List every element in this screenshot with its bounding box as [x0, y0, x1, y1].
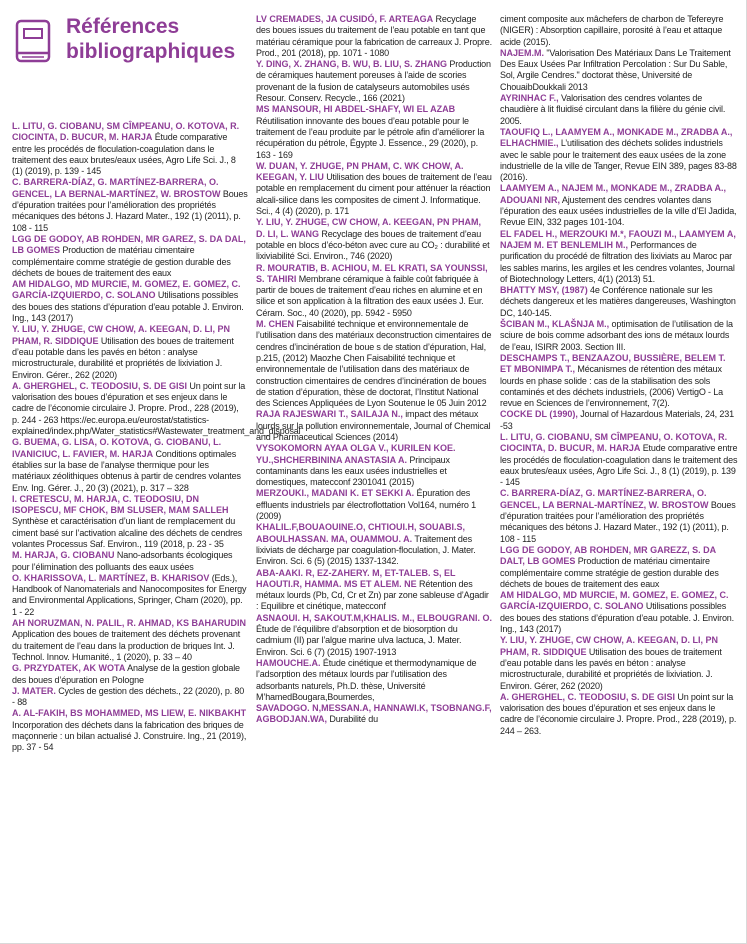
reference-authors: RAJA RAJESWARI T., SAILAJA N., — [256, 409, 403, 420]
reference-entry — [12, 437, 248, 493]
reference-entry — [256, 14, 492, 59]
reference-authors: A. GHERGHEL, C. TEODOSIU, S. DE GISI — [12, 380, 188, 391]
reference-text: Recyclage des boues issues du traitement de l’eau potable en tant que matériau céramique pour la fabrication de carreaux J. Propre. Prod., 201 (2018), pp. 1071 - 1080 — [256, 14, 492, 58]
reference-entry — [256, 613, 492, 658]
reference-authors: DESCHAMPS T., BENZAAZOU, BUSSIÈRE, BELEM T. ET MBONIMPA T., — [500, 352, 726, 375]
reference-authors: L. LITU, G. CIOBANU, SM CÎMPEANU, O. KOTOVA, R. CIOCINTA, D. BUCUR, M. HARJA — [12, 121, 240, 143]
reference-authors: G. BUEMA, G. LISA, O. KOTOVA, G. CIOBANU, L. IVANICIUC, L. FAVIER, M. HARJA — [12, 437, 222, 459]
reference-text: Mécanismes de rétention des métaux lourds en phase solide : cas de la stabilisation des sols contaminés et des déchets industriels, (2006) VertigO - La revue en Sciences de l’environnement, 7(2). — [500, 364, 723, 409]
reference-authors: MERZOUKI., MADANI K. ET SEKKI A. — [256, 488, 415, 499]
reference-text: Performances de purification du procédé de filtration des lixiviats au Maroc par les sables marins, les argiles et les cendres volantes, Journal of Biotechnology Letters, 4(1) (2013) 51. — [500, 239, 735, 284]
reference-authors: R. MOURATIB, B. ACHIOU, M. EL KRATI, SA YOUNSSI, S. TAHIRI — [256, 262, 488, 284]
reference-entry — [500, 692, 738, 737]
reference-authors: Y. LIU, Y. ZHUGE, CW CHOW, A. KEEGAN, D. LI, PN PHAM, R. SIDDIQUE — [12, 324, 231, 346]
reference-authors: HAMOUCHE.A. — [256, 657, 321, 668]
reference-entry — [500, 488, 738, 544]
reference-entry — [256, 319, 492, 409]
reference-authors: C. BARRERA-DÍAZ, G. MARTÍNEZ-BARRERA, O. GENCEL, LA BERNAL-MARTÍNEZ, W. BROSTOW — [500, 488, 709, 510]
reference-text: Production de matériau cimentaire complémentaire comme stratégie de gestion durable des déchets de boues de traitement des eaux — [500, 556, 719, 589]
reference-authors: EL FADEL H., MERZOUKI M.*, FAOUZI M., LAAMYEM A, NAJEM M. ET BENLEMLIH M., — [500, 228, 736, 250]
reference-text: Recyclage des boues de traitement d’eau potable en blocs d’éco-béton avec cure au CO₂ : durabilité et lixiviabilité Sci. Environ., 746 (2020) — [256, 228, 490, 262]
reference-column-3 — [500, 14, 738, 936]
reference-text: Ajustement des cendres volantes dans l’épuration des eaux usées industrielles de la ville d’El Jadida, Revue EIN, 332 pages 101-104. — [500, 194, 737, 228]
reference-entry — [12, 121, 248, 177]
reference-entry — [12, 686, 248, 709]
reference-text: Utilisations possibles des boues des stations d’épuration d’eau potable. J. Environ. Ing., 143 (2017) — [500, 601, 735, 635]
reference-authors: BHATTY MSY, (1987) — [500, 285, 588, 296]
reference-entry — [12, 177, 248, 233]
reference-text: Rétention des métaux lourds (Pb, Cd, Cr et Zn) par zone sableuse d’Agadir : Equilibre et cinétique, matecconf — [256, 578, 489, 612]
reference-text: Étude de l’équilibre d’absorption et de biosorption du cadmium (II) par l’algue marine ulva lactuca, J. Mater. Environ. Sci. 6 (7) (2015) 1907-1913 — [256, 624, 462, 657]
reference-entry — [12, 573, 248, 618]
reference-text: Application des boues de traitement des déchets provenant du traitement de l’eau dans la production de briques Int. J. Technol. Innov. Humanité., 1 (2020), p. 33 – 40 — [12, 629, 241, 662]
reference-authors: M. CHEN — [256, 319, 294, 330]
reference-authors: I. CRETESCU, M. HARJA, C. TEODOSIU, DN ISOPESCU, MF CHOK, BM SLUSER, MAM SALLEH — [12, 493, 229, 516]
reference-entry — [500, 590, 738, 635]
reference-entry — [256, 488, 492, 522]
reference-text: Traitement des lixiviats de décharge par coagulation-floculation, J. Mater. Environ. Sci. 6 (5) (2015) 1337-1342. — [256, 533, 476, 567]
reference-text: Utilisation des boues de traitement d’eau potable dans les pavés en béton : analyse microstructurale, durabilité et propriétés de lixiviation. J. Environ. Gérer, 262 (2020) — [500, 646, 722, 691]
reference-text: Boues d’épuration traitées pour l’amélioration des propriétés mécaniques des bétons J. Hazard Mater., 192 (1) (2011), p. 108 - 115 — [500, 499, 736, 544]
reference-authors: MS MANSOUR, HI ABDEL-SHAFY, WI EL AZAB — [256, 104, 456, 115]
reference-authors: COCKE DL (1990), — [500, 409, 578, 420]
reference-entry — [256, 658, 492, 703]
reference-text: Nano-adsorbants écologiques pour l’élimination des polluants des eaux usées — [12, 550, 233, 572]
section-header — [14, 14, 234, 78]
reference-entry — [12, 234, 248, 279]
reference-authors: G. PRZYDATEK, AK WOTA — [12, 663, 126, 674]
reference-text: "Valorisation Des Matériaux Dans Le Traitement Des Eaux Usées Par Infiltration Percolation : Sur Du Sable, Sol, Argile Cendres." doctorat thèse, Université de ChouaibDoukkali 2013 — [500, 47, 731, 92]
reference-text: Étude cinétique et thermodynamique de l’adsorption des métaux lourds par l’utilisation des adsorbants naturels, Ph.D. thèse, Université M’hamedBougara,Boumerdes, — [256, 657, 477, 702]
reference-authors: NAJEM.M. — [500, 47, 545, 58]
reference-text: Utilisation des boues de traitement de l’eau potable en remplacement du ciment pour atténuer la réaction alcali-silice dans les composites de ciment J. Informatique. Sci., 4 (4) (2020), p. 171 — [256, 172, 492, 217]
reference-entry — [500, 409, 738, 432]
reference-entry — [500, 285, 738, 319]
book-icon — [14, 18, 54, 66]
reference-entry — [12, 550, 248, 573]
reference-text: Incorporation des déchets dans la fabrication des briques de maçonnerie : un bilan actualisé J. Construire. Ing., 21 (2019), pp. 37 - 54 — [12, 719, 247, 753]
reference-entry — [256, 59, 492, 104]
reference-authors: KHALIL.F,BOUAOUINE.O, CHTIOUI.H, SOUABI.S, ABOULHASSAN. MA, OUAMMOU. A. — [256, 522, 466, 544]
reference-authors: TAOUFIQ L., LAAMYEM A., MONKADE M., ZRADBA A., ELHACHMIE., — [500, 126, 733, 149]
reference-entry — [256, 217, 492, 262]
reference-authors: LAAMYEM A., NAJEM M., MONKADE M., ZRADBA A., ADOUANI NR, — [500, 183, 726, 205]
reference-text: Cycles de gestion des déchets., 22 (2020), p. 80 - 88 — [12, 685, 245, 708]
reference-entry — [500, 353, 738, 409]
reference-text: Membrane céramique à faible coût fabriquée à partir de boues de traitement d’eau riches en alumine et en silice et son application à la filtration des eaux usées J. Eur. Céram. Soc., 40 (2020), pp. 5942 - 5950 — [256, 273, 484, 318]
reference-authors: SAVADOGO. N,MESSAN.A, HANNAWI.K, TSOBNANG.F, AGBODJAN.WA, — [256, 703, 492, 725]
reference-text: Épuration des effluents industriels par électroflottation Vol164, numéro 1 (2009) — [256, 488, 476, 522]
reference-entry — [500, 545, 738, 590]
reference-authors: LV CREMADES, JA CUSIDÓ, F. ARTEAGA — [256, 14, 434, 24]
reference-entry — [256, 161, 492, 217]
reference-text: L’utilisation des déchets solides industriels avec le sable pour le traitement des eaux usées de la zone industrielle de la ville de Tanger, Revue EIN 389, pages 83-88 (2016). — [500, 138, 737, 183]
reference-entry — [500, 229, 738, 285]
reference-authors: C. BARRERA-DÍAZ, G. MARTÍNEZ-BARRERA, O. GENCEL, LA BERNAL-MARTÍNEZ, W. BROSTOW — [12, 177, 221, 199]
reference-entry — [256, 522, 492, 567]
reference-authors: Y. LIU, Y. ZHUGE, CW CHOW, A. KEEGAN, D. LI, PN PHAM, R. SIDDIQUE — [500, 635, 719, 657]
reference-text: Conditions optimales établies sur la base de l’analyse thermique pour les matériaux zéolithiques obtenus à partir de cendres volantes Env. Ing. Gérer. J., 20 (3) (2021), p. 317 – 328 — [12, 448, 241, 493]
reference-text: Valorisation des cendres volantes de chaudière à lit fluidisé circulant dans la filière du génie civil. 2005. — [500, 93, 726, 126]
reference-authors: M. HARJA, G. CIOBANU — [12, 550, 115, 561]
reference-text: Synthèse et caractérisation d’un liant de remplacement du ciment basé sur l’activation alcaline des déchets de cendres volantes Processus Saf. Environ., 119 (2018, p. 23 - 35 — [12, 516, 243, 549]
reference-entry — [12, 380, 301, 437]
reference-authors: VYSOKOMORN AYAA OLGA V., KURILEN KOE. YU.,SHCHERBININA ANASTASIA A. — [256, 443, 456, 465]
reference-entry — [12, 324, 248, 380]
reference-entry — [500, 183, 738, 228]
reference-text: 4e Conférence nationale sur les déchets dangereux et les matières dangereuses, Washington DC, 140-145. — [500, 285, 736, 318]
reference-entry — [12, 708, 248, 753]
reference-entry — [500, 432, 738, 488]
reference-text: ciment composite aux mâchefers de charbon de Tefereyre (NIGER) : Absorption capillaire, porosité à l’eau et attaque acide (2015). — [500, 14, 724, 47]
reference-entry — [500, 14, 738, 48]
reference-authors: A. AL-FAKIH, BS MOHAMMED, MS LIEW, E. NIKBAKHT — [12, 708, 247, 719]
reference-entry — [500, 127, 738, 183]
reference-entry — [500, 93, 738, 127]
reference-text: Principaux contaminants dans les eaux usées industrielles et domestiques, matecconf 2301041 (2015) — [256, 454, 450, 488]
reference-authors: Y. DING, X. ZHANG, B. WU, B. LIU, S. ZHANG — [256, 59, 448, 70]
reference-text: Durabilité du — [327, 714, 378, 725]
reference-text: Etude comparative entre les procédés de floculation-coagulation dans le traitement des eaux brutes/eaux usées, Agro Life Sci. J., 8 (1) (2019), p. 139 - 145 — [500, 443, 738, 488]
reference-entry — [500, 319, 738, 353]
reference-entry — [256, 703, 492, 726]
reference-entry — [12, 494, 248, 550]
reference-authors: AH NORUZMAN, N. PALIL, R. AHMAD, KS BAHARUDIN — [12, 618, 246, 629]
reference-authors: LGG DE GODOY, AB ROHDEN, MR GAREZZ, S. DA DALT, LB GOMES — [500, 544, 716, 567]
title-line-2: bibliographiques — [66, 40, 236, 63]
reference-text: impact des métaux lourds sur la pollution environnementale, Journal of Chemical and Pharmaceutical Sciences (2014) — [256, 409, 491, 442]
reference-entry — [12, 663, 248, 686]
reference-authors: AM HIDALGO, MD MURCIE, M. GOMEZ, E. GOMEZ, C. GARCÍA-IZQUIERDO, C. SOLANO — [12, 279, 241, 301]
reference-text: Boues d’épuration traitées pour l’amélioration des propriétés mécaniques des bétons J. Hazard Mater., 192 (1) (2011), p. 108 - 115 — [12, 188, 248, 233]
reference-text: (Eds.), Handbook of Nanomaterials and Nanocomposites for Energy and Environmental Applications, Springer, Cham (2020), pp. 1 - 22 — [12, 572, 247, 617]
reference-entry — [256, 568, 492, 613]
title-line-1: Références — [66, 15, 180, 38]
reference-entry — [256, 263, 492, 319]
reference-text: Utilisations possibles des boues des stations d’épuration d’eau potable J. Environ. Ing., 143 (2017) — [12, 290, 244, 324]
reference-entry — [500, 48, 738, 93]
reference-entry — [12, 279, 248, 324]
reference-text: optimisation de l’utilisation de la sciure de bois comme adsorbant des ions de métaux lourds de l’eau, ISIRR 2003. Section III. — [500, 319, 733, 352]
reference-authors: O. KHARISSOVA, L. MARTÍNEZ, B. KHARISOV — [12, 572, 210, 583]
reference-text: Un point sur la valorisation des boues d’épuration et ses enjeux dans le cadre de l’économie circulaire J. Propre. Prod., 228 (2019), p. 244 – 263. — [500, 691, 737, 736]
reference-entry — [12, 618, 248, 663]
reference-authors: W. DUAN, Y. ZHUGE, PN PHAM, C. WK CHOW, A. KEEGAN, Y. LIU — [256, 160, 464, 183]
reference-authors: AM HIDALGO, MD MURCIE, M. GOMEZ, E. GOMEZ, C. GARCÍA-IZQUIERDO, C. SOLANO — [500, 590, 729, 612]
reference-column-2 — [256, 14, 492, 936]
reference-text: Analyse de la gestion globale des boues d’épuration en Pologne — [12, 663, 240, 685]
reference-text: Production de matériau cimentaire complémentaire comme stratégie de gestion durable des déchets de boues de traitement des eaux — [12, 245, 231, 278]
reference-authors: ASNAOUI. H, SAKOUT.M,KHALIS. M., ELBOUGRANI. O. — [256, 612, 493, 623]
reference-entry — [500, 635, 738, 691]
reference-text: Réutilisation innovante des boues d’eau potable pour le traitement de l’eau produite par le pétrole afin d’améliorer la récupération du pétrole, Égypte J. Essence., 29 (2020), p. 163 - 169 — [256, 115, 485, 160]
reference-text: Faisabilité technique et environnementale de l’utilisation dans des matériaux deconstruction cimentaires de cendres d’incinération de boue s de station d’épuration, Hal, p.215, (2012) Maozhe Chen Faisabilité technique et environnementale de l’utilisation dans des matériaux de construction cimentaires de cendres d’incinération de boues de station d’épuration, thèse de doctorat, l’Institut National des Sciences Appliquées de Lyon Soutenue le 05 Juin 2012 — [256, 319, 492, 409]
reference-authors: ABA-AAKI. R, EZ-ZAHERY. M, ET-TALEB. S, EL HAOUTI.R, HAMMA. MS ET ALEM. NE — [256, 567, 456, 589]
reference-entry — [256, 443, 492, 488]
reference-authors: Y. LIU, Y. ZHUGE, CW CHOW, A. KEEGAN, PN PHAM, D. LI, L. WANG — [256, 217, 482, 239]
reference-entry — [256, 409, 492, 443]
reference-text: Un point sur la valorisation des boues d’épuration et ses enjeux dans le cadre de l’économie circulaire J. Propre. Prod., 228 (2019), p. 244 - 263 https://ec.europa.eu/eurostat/statistics-explained/index.php/Water_statistics#Wastewater_treatment_and_disposal — [12, 380, 301, 437]
reference-authors: A. GHERGHEL, C. TEODOSIU, S. DE GISI — [500, 691, 676, 702]
reference-authors: AYRINHAC F., — [500, 93, 559, 104]
reference-authors: L. LITU, G. CIOBANU, SM CÎMPEANU, O. KOTOVA, R. CIOCINTA, D. BUCUR, M. HARJA — [500, 431, 728, 454]
reference-text: Utilisation des boues de traitement d’eau potable dans les pavés en béton : analyse microstructurale, durabilité et propriétés de lixiviation J. Environ. Gérer., 262 (2020) — [12, 335, 234, 380]
page-title — [66, 14, 235, 64]
reference-authors: ŠCIBAN M., KLAŠNJA M., — [500, 319, 610, 330]
reference-text: Journal of Hazardous Materials, 24, 231 -53 — [500, 409, 734, 431]
reference-authors: LGG DE GODOY, AB ROHDEN, MR GAREZ, S. DA DAL, LB GOMES — [12, 233, 246, 256]
reference-text: Production de céramiques hautement poreuses à l’aide de scories provenant de la fusion de catalyseurs automobiles usés Resour. Conserv. Recycle., 166 (2021) — [256, 59, 491, 104]
reference-entry — [256, 104, 492, 160]
reference-text: Étude comparative entre les procédés de floculation-coagulation dans le traitement des eaux brutes/eaux usées, Agro Life Sci. J., 8 (1) (2019), p. 139 - 145 — [12, 132, 236, 177]
reference-authors: J. MATER. — [12, 685, 56, 696]
